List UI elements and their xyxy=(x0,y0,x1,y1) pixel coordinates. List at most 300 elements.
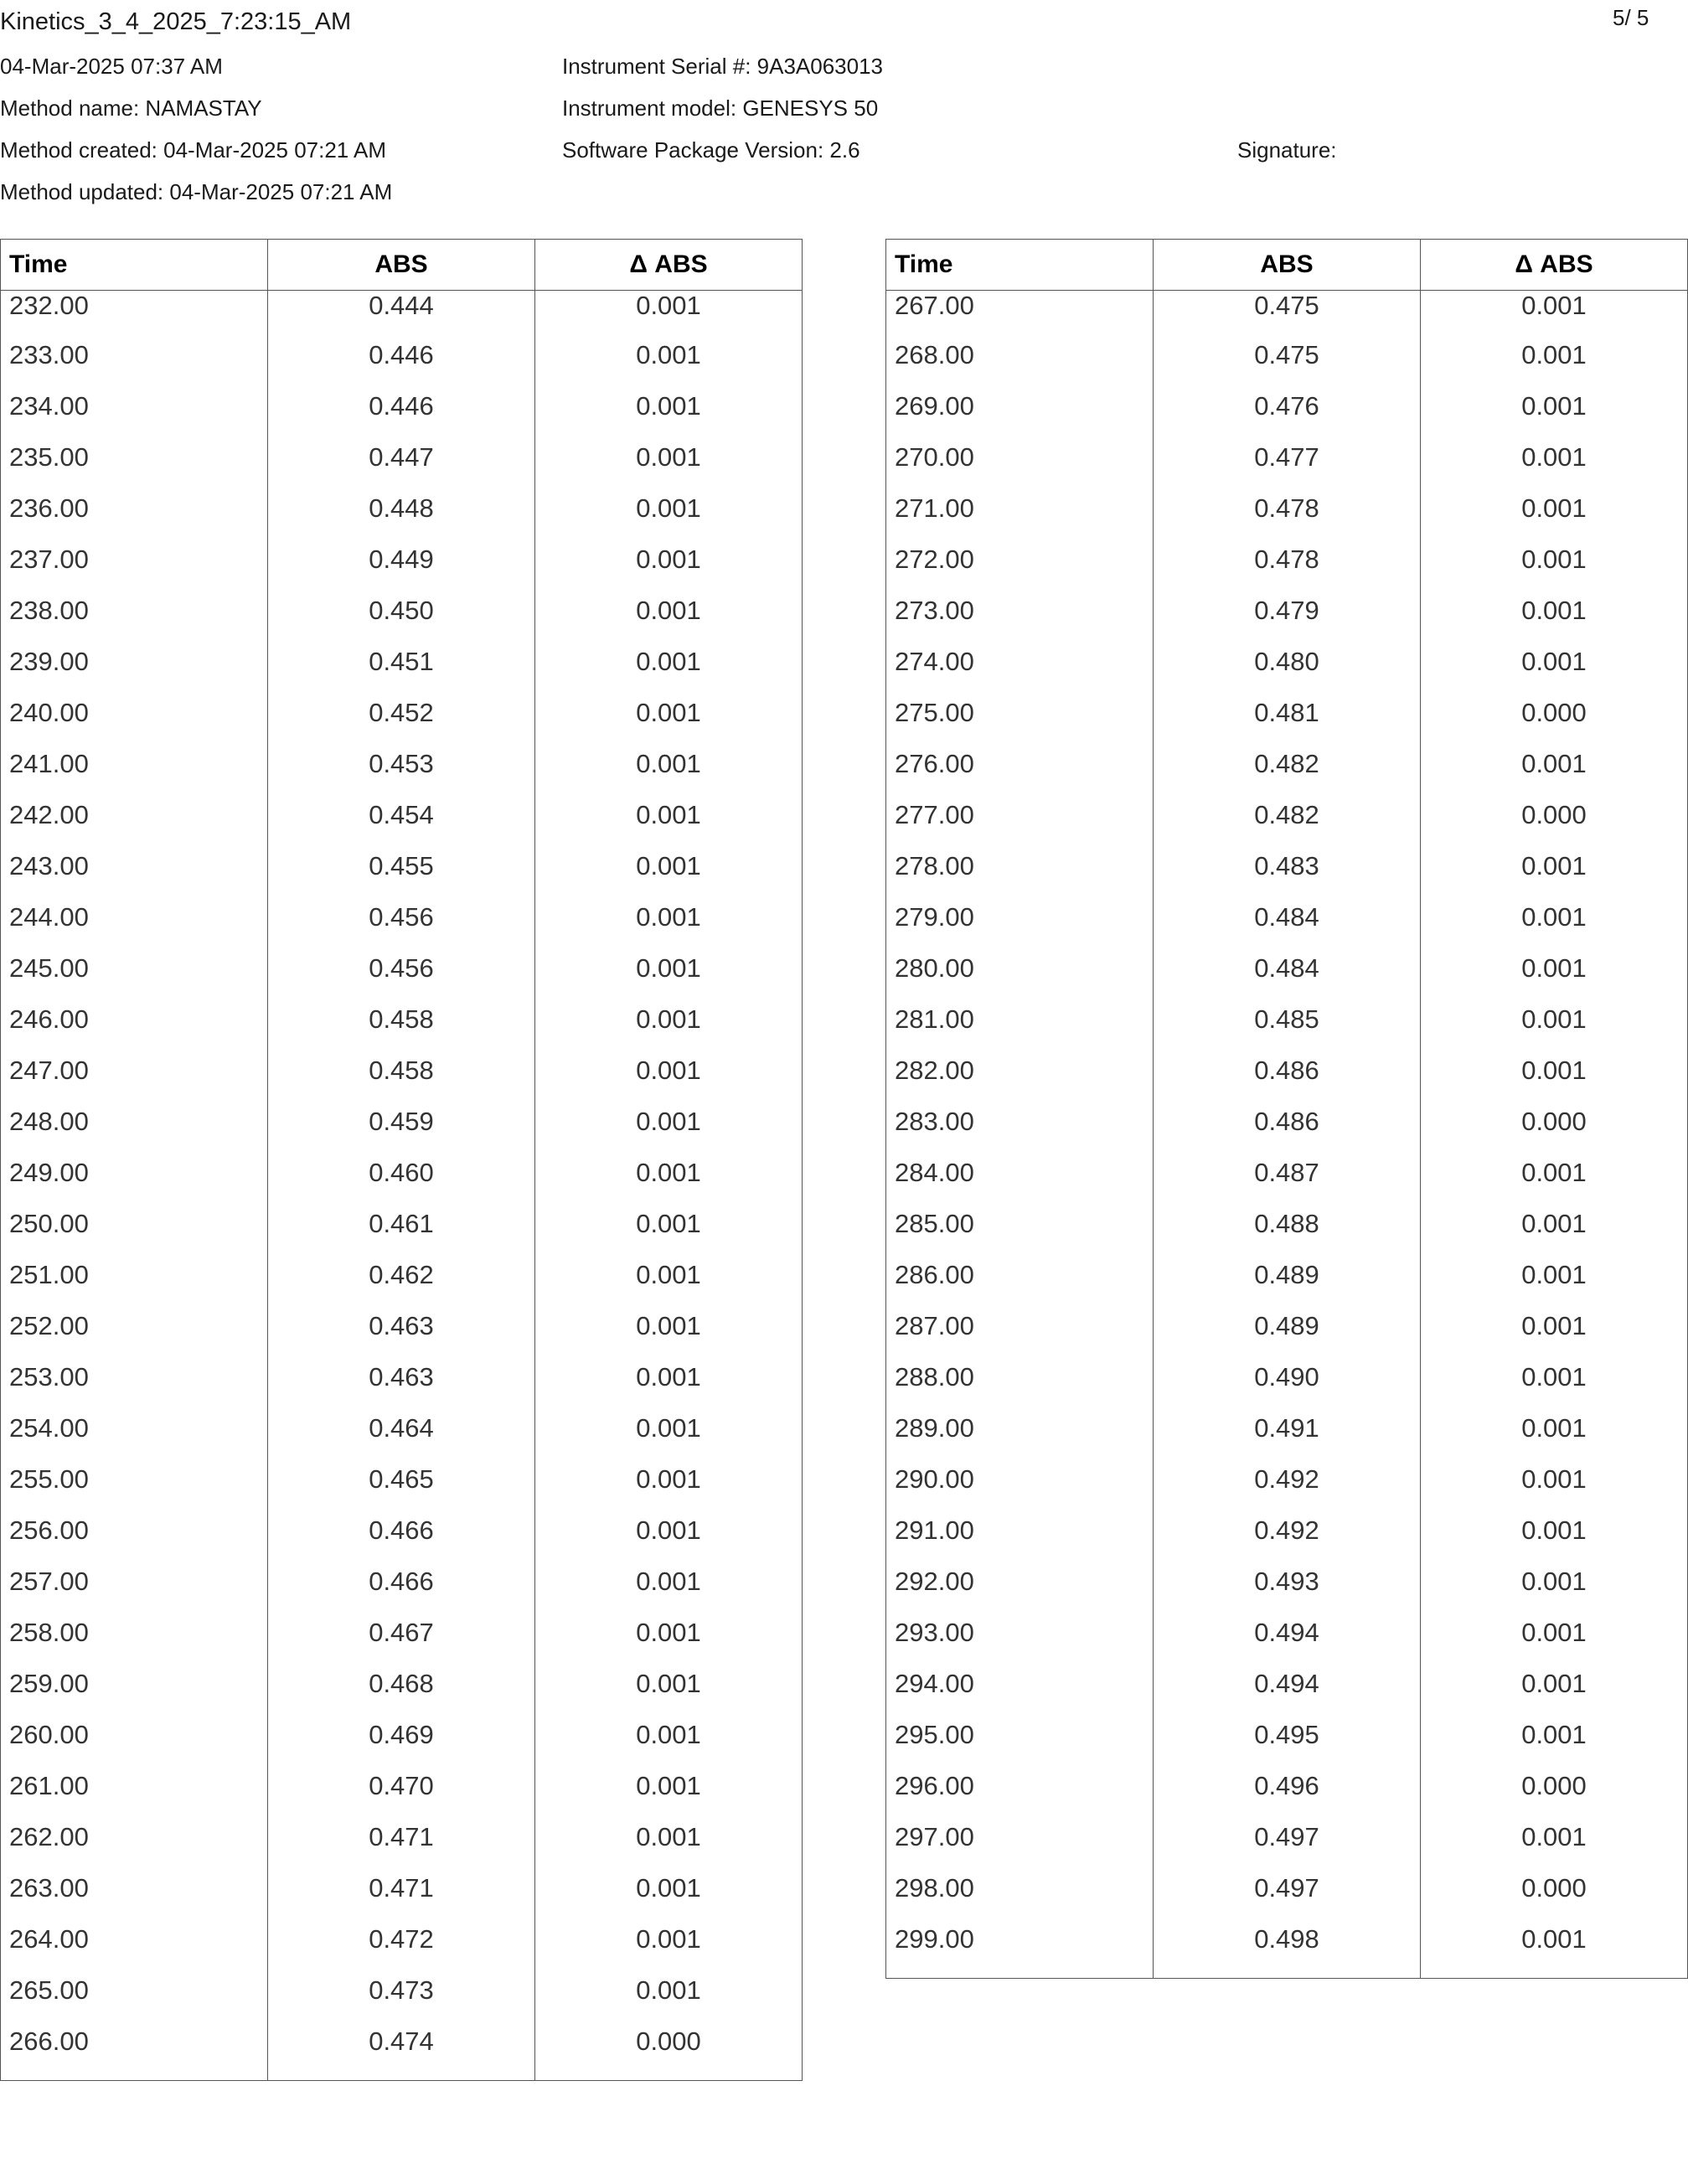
cell-abs: 0.489 xyxy=(1154,1300,1421,1351)
cell-abs: 0.486 xyxy=(1154,1045,1421,1096)
cell-time: 235.00 xyxy=(1,431,268,483)
table-row xyxy=(886,1147,1688,1198)
cell-delta-abs: 0.001 xyxy=(535,738,803,789)
cell-time: 237.00 xyxy=(1,534,268,585)
cell-delta-abs: 0.001 xyxy=(535,1607,803,1658)
cell-delta-abs: 0.000 xyxy=(535,2016,803,2067)
cell-abs: 0.477 xyxy=(1154,431,1421,483)
table-bottom-padding xyxy=(1,2067,803,2081)
table-row xyxy=(1,1198,803,1249)
cell-abs: 0.465 xyxy=(268,1453,535,1505)
cell-abs: 0.466 xyxy=(268,1505,535,1556)
table-row xyxy=(886,1811,1688,1862)
cell-delta-abs: 0.001 xyxy=(535,1556,803,1607)
cell-abs: 0.470 xyxy=(268,1760,535,1811)
cell-time: 232.00 xyxy=(1,291,268,330)
cell-delta-abs: 0.001 xyxy=(1421,329,1688,380)
cell-delta-abs: 0.001 xyxy=(535,994,803,1045)
cell-time: 262.00 xyxy=(1,1811,268,1862)
cell-time: 236.00 xyxy=(1,483,268,534)
cell-delta-abs: 0.001 xyxy=(535,1096,803,1147)
cell-time: 287.00 xyxy=(886,1300,1154,1351)
cell-time: 261.00 xyxy=(1,1760,268,1811)
cell-delta-abs: 0.001 xyxy=(535,585,803,636)
cell-abs: 0.496 xyxy=(1154,1760,1421,1811)
cell-abs: 0.453 xyxy=(268,738,535,789)
cell-abs: 0.471 xyxy=(268,1862,535,1913)
table-row xyxy=(886,534,1688,585)
cell-time: 239.00 xyxy=(1,636,268,687)
cell-time: 265.00 xyxy=(1,1965,268,2016)
cell-delta-abs: 0.001 xyxy=(535,1658,803,1709)
cell-abs: 0.479 xyxy=(1154,585,1421,636)
table-row xyxy=(886,1556,1688,1607)
cell-delta-abs: 0.001 xyxy=(535,329,803,380)
table-row xyxy=(886,1351,1688,1402)
cell-abs: 0.494 xyxy=(1154,1658,1421,1709)
table-row xyxy=(1,1096,803,1147)
cell-time: 253.00 xyxy=(1,1351,268,1402)
page-number: 5/ 5 xyxy=(1613,5,1649,30)
cell-time: 275.00 xyxy=(886,687,1154,738)
cell-time: 271.00 xyxy=(886,483,1154,534)
cell-abs: 0.454 xyxy=(268,789,535,840)
cell-abs: 0.485 xyxy=(1154,994,1421,1045)
cell-delta-abs: 0.001 xyxy=(1421,534,1688,585)
table-row xyxy=(1,483,803,534)
kinetics-table-left xyxy=(0,239,803,2081)
cell-delta-abs: 0.001 xyxy=(535,636,803,687)
cell-abs: 0.474 xyxy=(268,2016,535,2067)
table-row xyxy=(1,1862,803,1913)
cell-abs: 0.492 xyxy=(1154,1505,1421,1556)
cell-abs: 0.472 xyxy=(268,1913,535,1965)
cell-abs: 0.458 xyxy=(268,994,535,1045)
table-row xyxy=(1,636,803,687)
cell-delta-abs: 0.001 xyxy=(535,1760,803,1811)
cell-abs: 0.486 xyxy=(1154,1096,1421,1147)
cell-delta-abs: 0.001 xyxy=(535,1862,803,1913)
table-row xyxy=(886,891,1688,942)
table-row xyxy=(1,431,803,483)
cell-abs: 0.484 xyxy=(1154,942,1421,994)
cell-abs: 0.482 xyxy=(1154,738,1421,789)
cell-abs: 0.476 xyxy=(1154,380,1421,431)
cell-time: 252.00 xyxy=(1,1300,268,1351)
cell-time: 249.00 xyxy=(1,1147,268,1198)
table-header-row xyxy=(1,240,803,291)
cell-abs: 0.491 xyxy=(1154,1402,1421,1453)
cell-abs: 0.487 xyxy=(1154,1147,1421,1198)
cell-time: 288.00 xyxy=(886,1351,1154,1402)
cell-abs: 0.471 xyxy=(268,1811,535,1862)
table-row xyxy=(886,291,1688,330)
cell-time: 277.00 xyxy=(886,789,1154,840)
cell-time: 234.00 xyxy=(1,380,268,431)
cell-abs: 0.480 xyxy=(1154,636,1421,687)
cell-time: 257.00 xyxy=(1,1556,268,1607)
cell-delta-abs: 0.001 xyxy=(535,1351,803,1402)
cell-delta-abs: 0.001 xyxy=(1421,380,1688,431)
cell-delta-abs: 0.000 xyxy=(1421,789,1688,840)
cell-time: 266.00 xyxy=(1,2016,268,2067)
table-row xyxy=(886,1198,1688,1249)
cell-abs: 0.478 xyxy=(1154,534,1421,585)
cell-time: 240.00 xyxy=(1,687,268,738)
cell-abs: 0.458 xyxy=(268,1045,535,1096)
cell-delta-abs: 0.001 xyxy=(535,1300,803,1351)
cell-delta-abs: 0.001 xyxy=(535,291,803,330)
cell-delta-abs: 0.001 xyxy=(1421,840,1688,891)
cell-delta-abs: 0.001 xyxy=(1421,942,1688,994)
cell-delta-abs: 0.001 xyxy=(1421,1709,1688,1760)
cell-abs: 0.493 xyxy=(1154,1556,1421,1607)
cell-delta-abs: 0.001 xyxy=(1421,585,1688,636)
cell-abs: 0.461 xyxy=(268,1198,535,1249)
cell-time: 281.00 xyxy=(886,994,1154,1045)
table-row xyxy=(1,1045,803,1096)
cell-time: 285.00 xyxy=(886,1198,1154,1249)
cell-delta-abs: 0.001 xyxy=(1421,1556,1688,1607)
cell-time: 273.00 xyxy=(886,585,1154,636)
cell-delta-abs: 0.001 xyxy=(535,840,803,891)
cell-delta-abs: 0.001 xyxy=(535,380,803,431)
cell-abs: 0.459 xyxy=(268,1096,535,1147)
cell-time: 293.00 xyxy=(886,1607,1154,1658)
table-row xyxy=(886,1505,1688,1556)
cell-delta-abs: 0.001 xyxy=(1421,431,1688,483)
cell-delta-abs: 0.001 xyxy=(1421,1147,1688,1198)
column-header-abs: ABS xyxy=(1154,240,1421,291)
cell-delta-abs: 0.001 xyxy=(535,534,803,585)
cell-delta-abs: 0.001 xyxy=(535,1965,803,2016)
cell-abs: 0.494 xyxy=(1154,1607,1421,1658)
column-header-time: Time xyxy=(1,240,268,291)
cell-time: 247.00 xyxy=(1,1045,268,1096)
cell-time: 238.00 xyxy=(1,585,268,636)
table-row xyxy=(1,291,803,330)
cell-abs: 0.483 xyxy=(1154,840,1421,891)
cell-abs: 0.473 xyxy=(268,1965,535,2016)
cell-delta-abs: 0.001 xyxy=(535,891,803,942)
cell-abs: 0.495 xyxy=(1154,1709,1421,1760)
padding-cell xyxy=(1421,1965,1688,1979)
cell-abs: 0.455 xyxy=(268,840,535,891)
cell-time: 296.00 xyxy=(886,1760,1154,1811)
column-header-delta-abs: Δ ABS xyxy=(535,240,803,291)
cell-delta-abs: 0.001 xyxy=(1421,994,1688,1045)
cell-abs: 0.451 xyxy=(268,636,535,687)
cell-delta-abs: 0.001 xyxy=(535,1147,803,1198)
cell-time: 255.00 xyxy=(1,1453,268,1505)
cell-time: 272.00 xyxy=(886,534,1154,585)
method-created: Method created: 04-Mar-2025 07:21 AM xyxy=(0,137,387,163)
cell-delta-abs: 0.000 xyxy=(1421,1096,1688,1147)
cell-abs: 0.449 xyxy=(268,534,535,585)
cell-time: 244.00 xyxy=(1,891,268,942)
cell-delta-abs: 0.000 xyxy=(1421,1760,1688,1811)
cell-abs: 0.475 xyxy=(1154,329,1421,380)
table-row xyxy=(1,1607,803,1658)
cell-delta-abs: 0.001 xyxy=(535,687,803,738)
cell-abs: 0.448 xyxy=(268,483,535,534)
cell-abs: 0.456 xyxy=(268,942,535,994)
signature-label: Signature: xyxy=(1237,137,1337,163)
cell-delta-abs: 0.001 xyxy=(1421,738,1688,789)
cell-time: 292.00 xyxy=(886,1556,1154,1607)
table-row xyxy=(1,1453,803,1505)
cell-abs: 0.469 xyxy=(268,1709,535,1760)
kinetics-table-right xyxy=(885,239,1688,1979)
cell-abs: 0.497 xyxy=(1154,1811,1421,1862)
table-row xyxy=(1,840,803,891)
cell-abs: 0.484 xyxy=(1154,891,1421,942)
instrument-serial: Instrument Serial #: 9A3A063013 xyxy=(562,54,884,79)
cell-time: 245.00 xyxy=(1,942,268,994)
table-row xyxy=(886,431,1688,483)
padding-cell xyxy=(1154,1965,1421,1979)
cell-time: 259.00 xyxy=(1,1658,268,1709)
table-row xyxy=(1,942,803,994)
cell-time: 248.00 xyxy=(1,1096,268,1147)
cell-abs: 0.444 xyxy=(268,291,535,330)
cell-time: 251.00 xyxy=(1,1249,268,1300)
cell-abs: 0.497 xyxy=(1154,1862,1421,1913)
table-row xyxy=(886,1045,1688,1096)
cell-abs: 0.466 xyxy=(268,1556,535,1607)
cell-time: 241.00 xyxy=(1,738,268,789)
cell-abs: 0.478 xyxy=(1154,483,1421,534)
cell-abs: 0.482 xyxy=(1154,789,1421,840)
cell-abs: 0.452 xyxy=(268,687,535,738)
cell-abs: 0.463 xyxy=(268,1351,535,1402)
cell-delta-abs: 0.001 xyxy=(1421,1658,1688,1709)
document-title: Kinetics_3_4_2025_7:23:15_AM xyxy=(0,8,352,35)
table-row xyxy=(886,585,1688,636)
cell-time: 282.00 xyxy=(886,1045,1154,1096)
cell-delta-abs: 0.001 xyxy=(535,483,803,534)
cell-time: 286.00 xyxy=(886,1249,1154,1300)
cell-time: 270.00 xyxy=(886,431,1154,483)
table-row xyxy=(1,789,803,840)
cell-delta-abs: 0.001 xyxy=(1421,291,1688,330)
cell-time: 274.00 xyxy=(886,636,1154,687)
table-row xyxy=(886,1913,1688,1965)
cell-abs: 0.456 xyxy=(268,891,535,942)
cell-abs: 0.447 xyxy=(268,431,535,483)
table-header-row xyxy=(886,240,1688,291)
table-row xyxy=(1,1556,803,1607)
cell-delta-abs: 0.001 xyxy=(1421,1198,1688,1249)
column-header-delta-abs: Δ ABS xyxy=(1421,240,1688,291)
table-row xyxy=(886,1453,1688,1505)
column-header-abs: ABS xyxy=(268,240,535,291)
table-row xyxy=(1,1913,803,1965)
cell-abs: 0.475 xyxy=(1154,291,1421,330)
table-row xyxy=(1,1965,803,2016)
cell-delta-abs: 0.001 xyxy=(1421,483,1688,534)
cell-delta-abs: 0.001 xyxy=(535,1198,803,1249)
cell-abs: 0.489 xyxy=(1154,1249,1421,1300)
cell-time: 284.00 xyxy=(886,1147,1154,1198)
cell-time: 280.00 xyxy=(886,942,1154,994)
cell-abs: 0.462 xyxy=(268,1249,535,1300)
table-row xyxy=(1,687,803,738)
cell-delta-abs: 0.001 xyxy=(1421,1505,1688,1556)
cell-time: 268.00 xyxy=(886,329,1154,380)
cell-delta-abs: 0.001 xyxy=(535,1505,803,1556)
cell-time: 291.00 xyxy=(886,1505,1154,1556)
cell-time: 276.00 xyxy=(886,738,1154,789)
table-row xyxy=(886,1862,1688,1913)
table-row xyxy=(1,534,803,585)
table-row xyxy=(886,738,1688,789)
cell-time: 254.00 xyxy=(1,1402,268,1453)
table-row xyxy=(1,1760,803,1811)
table-row xyxy=(1,1658,803,1709)
cell-delta-abs: 0.001 xyxy=(1421,636,1688,687)
table-row xyxy=(1,738,803,789)
padding-cell xyxy=(535,2067,803,2081)
table-row xyxy=(1,994,803,1045)
cell-abs: 0.450 xyxy=(268,585,535,636)
table-row xyxy=(886,483,1688,534)
cell-time: 297.00 xyxy=(886,1811,1154,1862)
cell-delta-abs: 0.001 xyxy=(1421,1607,1688,1658)
table-row xyxy=(886,1760,1688,1811)
cell-time: 263.00 xyxy=(1,1862,268,1913)
table-row xyxy=(886,636,1688,687)
cell-time: 243.00 xyxy=(1,840,268,891)
table-row xyxy=(1,1147,803,1198)
cell-abs: 0.446 xyxy=(268,329,535,380)
cell-time: 299.00 xyxy=(886,1913,1154,1965)
cell-time: 267.00 xyxy=(886,291,1154,330)
method-updated: Method updated: 04-Mar-2025 07:21 AM xyxy=(0,179,393,204)
cell-delta-abs: 0.001 xyxy=(535,1249,803,1300)
cell-time: 298.00 xyxy=(886,1862,1154,1913)
table-row xyxy=(1,585,803,636)
cell-time: 250.00 xyxy=(1,1198,268,1249)
cell-time: 242.00 xyxy=(1,789,268,840)
cell-abs: 0.463 xyxy=(268,1300,535,1351)
cell-time: 295.00 xyxy=(886,1709,1154,1760)
cell-abs: 0.468 xyxy=(268,1658,535,1709)
cell-time: 294.00 xyxy=(886,1658,1154,1709)
padding-cell xyxy=(1,2067,268,2081)
table-row xyxy=(886,840,1688,891)
cell-delta-abs: 0.001 xyxy=(535,1709,803,1760)
table-row xyxy=(886,1709,1688,1760)
cell-abs: 0.460 xyxy=(268,1147,535,1198)
cell-time: 283.00 xyxy=(886,1096,1154,1147)
cell-delta-abs: 0.001 xyxy=(1421,1913,1688,1965)
table-row xyxy=(886,1402,1688,1453)
cell-delta-abs: 0.001 xyxy=(1421,1453,1688,1505)
table-row xyxy=(886,994,1688,1045)
table-row xyxy=(886,942,1688,994)
cell-delta-abs: 0.001 xyxy=(535,1402,803,1453)
table-row xyxy=(886,789,1688,840)
cell-delta-abs: 0.001 xyxy=(535,789,803,840)
table-row xyxy=(886,380,1688,431)
table-row xyxy=(1,1351,803,1402)
cell-delta-abs: 0.001 xyxy=(535,1045,803,1096)
cell-time: 289.00 xyxy=(886,1402,1154,1453)
cell-delta-abs: 0.001 xyxy=(535,1811,803,1862)
cell-delta-abs: 0.001 xyxy=(535,431,803,483)
table-row xyxy=(886,1096,1688,1147)
table-bottom-padding xyxy=(886,1965,1688,1979)
cell-abs: 0.481 xyxy=(1154,687,1421,738)
cell-delta-abs: 0.001 xyxy=(1421,1249,1688,1300)
method-name: Method name: NAMASTAY xyxy=(0,96,262,121)
cell-delta-abs: 0.001 xyxy=(535,1913,803,1965)
padding-cell xyxy=(886,1965,1154,1979)
table-row xyxy=(1,1300,803,1351)
cell-abs: 0.464 xyxy=(268,1402,535,1453)
table-row xyxy=(886,1300,1688,1351)
table-row xyxy=(1,2016,803,2067)
cell-delta-abs: 0.001 xyxy=(1421,1402,1688,1453)
table-row xyxy=(1,1402,803,1453)
cell-time: 264.00 xyxy=(1,1913,268,1965)
table-row xyxy=(1,1505,803,1556)
cell-delta-abs: 0.000 xyxy=(1421,1862,1688,1913)
cell-delta-abs: 0.001 xyxy=(535,942,803,994)
cell-time: 258.00 xyxy=(1,1607,268,1658)
cell-delta-abs: 0.000 xyxy=(1421,687,1688,738)
table-row xyxy=(886,1658,1688,1709)
run-date: 04-Mar-2025 07:37 AM xyxy=(0,54,223,79)
cell-time: 233.00 xyxy=(1,329,268,380)
instrument-model: Instrument model: GENESYS 50 xyxy=(562,96,879,121)
cell-abs: 0.467 xyxy=(268,1607,535,1658)
cell-abs: 0.446 xyxy=(268,380,535,431)
cell-time: 278.00 xyxy=(886,840,1154,891)
cell-time: 260.00 xyxy=(1,1709,268,1760)
table-row xyxy=(1,891,803,942)
cell-delta-abs: 0.001 xyxy=(535,1453,803,1505)
table-row xyxy=(886,1249,1688,1300)
cell-abs: 0.488 xyxy=(1154,1198,1421,1249)
table-row xyxy=(1,1249,803,1300)
cell-delta-abs: 0.001 xyxy=(1421,891,1688,942)
cell-abs: 0.498 xyxy=(1154,1913,1421,1965)
table-row xyxy=(1,380,803,431)
table-row xyxy=(886,687,1688,738)
cell-time: 269.00 xyxy=(886,380,1154,431)
software-version: Software Package Version: 2.6 xyxy=(562,137,860,163)
cell-time: 256.00 xyxy=(1,1505,268,1556)
table-row xyxy=(1,329,803,380)
padding-cell xyxy=(268,2067,535,2081)
cell-time: 246.00 xyxy=(1,994,268,1045)
cell-delta-abs: 0.001 xyxy=(1421,1811,1688,1862)
cell-time: 290.00 xyxy=(886,1453,1154,1505)
table-row xyxy=(1,1811,803,1862)
cell-abs: 0.490 xyxy=(1154,1351,1421,1402)
table-row xyxy=(886,329,1688,380)
table-row xyxy=(886,1607,1688,1658)
table-row xyxy=(1,1709,803,1760)
cell-delta-abs: 0.001 xyxy=(1421,1045,1688,1096)
cell-time: 279.00 xyxy=(886,891,1154,942)
cell-delta-abs: 0.001 xyxy=(1421,1300,1688,1351)
cell-delta-abs: 0.001 xyxy=(1421,1351,1688,1402)
column-header-time: Time xyxy=(886,240,1154,291)
cell-abs: 0.492 xyxy=(1154,1453,1421,1505)
